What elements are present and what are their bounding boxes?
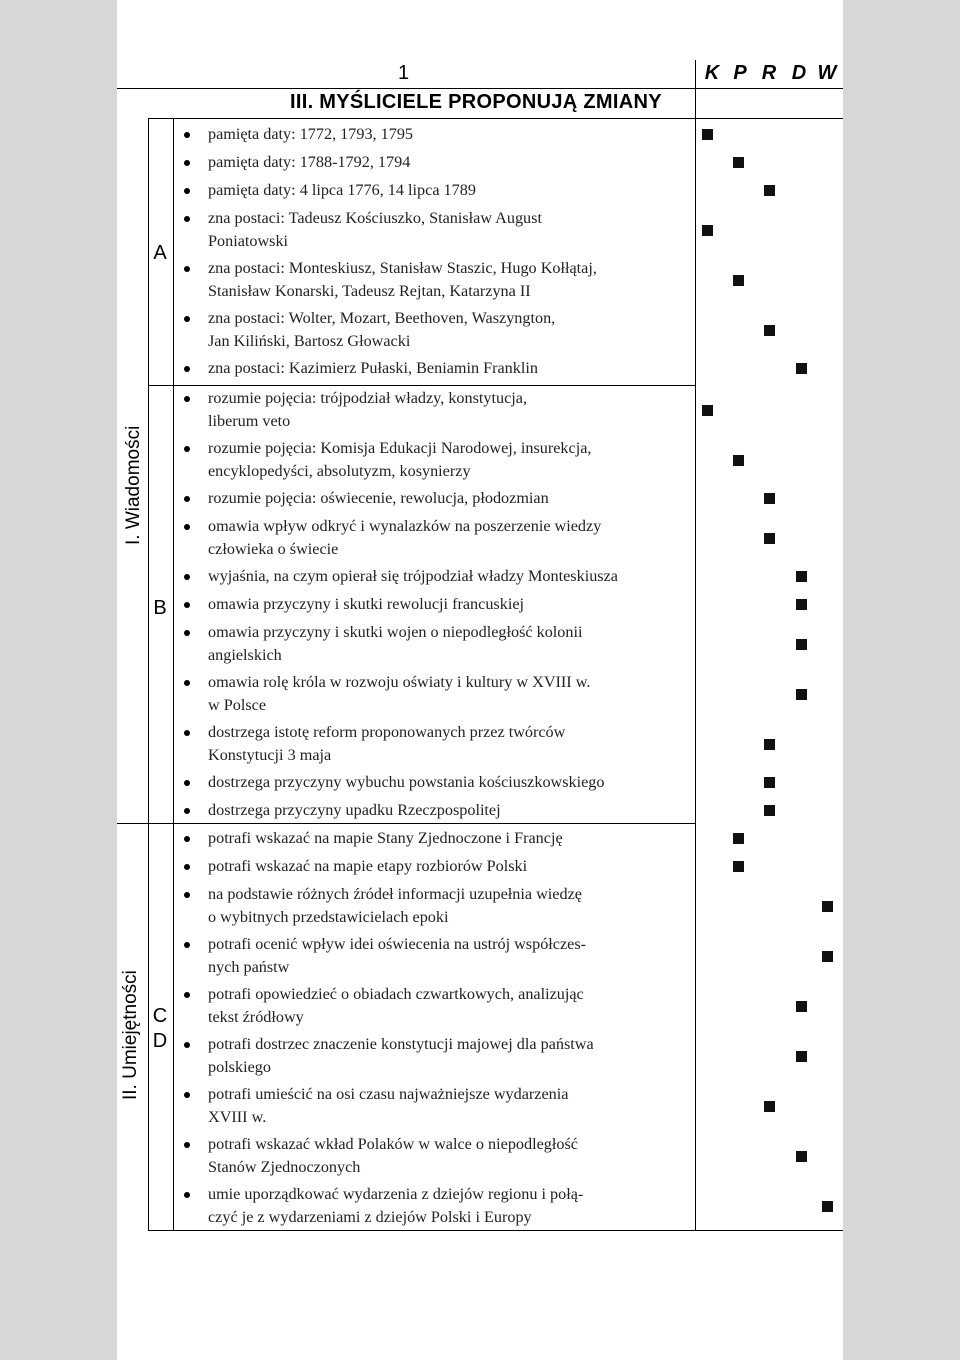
section-divider [117, 823, 695, 824]
bullet-icon [184, 808, 190, 814]
levels-column-border [695, 60, 696, 1230]
requirement-line: omawia rolę króla w rozwoju oświaty i kultury w XVIII w. [208, 673, 591, 691]
requirement-item [208, 799, 688, 822]
column-header-w: W [817, 62, 837, 84]
bullet-icon [184, 680, 190, 686]
section-label-skills: II. Umiejętności [120, 970, 141, 1100]
bullet-icon [184, 942, 190, 948]
requirement-line: wyjaśnia, na czym opierał się trójpodział władzy Monteskiusza [208, 567, 618, 585]
group-label-b: B [153, 597, 167, 619]
bullet-icon [184, 132, 190, 138]
requirement-item [208, 1183, 688, 1228]
bullet-icon [184, 496, 190, 502]
group-label-d: D [152, 1030, 168, 1052]
requirement-line: potrafi wskazać na mapie etapy rozbiorów Polski [208, 857, 528, 875]
bullet-icon [184, 992, 190, 998]
requirement-line: czyć je z wydarzeniami z dziejów Polski i Europy [208, 1207, 532, 1226]
requirement-item [208, 771, 688, 794]
chapter-title: III. MYŚLICIELE PROPONUJĄ ZMIANY [290, 91, 662, 113]
table-bottom-rule [148, 1230, 843, 1231]
requirement-item [208, 357, 688, 380]
level-marker-w [822, 1201, 833, 1212]
requirement-line: potrafi opowiedzieć o obiadach czwartkowych, analizując [208, 985, 584, 1003]
group-column-border [173, 118, 174, 1230]
requirement-item [208, 207, 688, 252]
level-marker-d [796, 639, 807, 650]
bullet-icon [184, 864, 190, 870]
requirement-line: zna postaci: Kazimierz Pułaski, Beniamin Franklin [208, 359, 538, 377]
level-marker-w [822, 901, 833, 912]
requirement-line: potrafi dostrzec znaczenie konstytucji majowej dla państwa [208, 1035, 594, 1053]
requirement-line: zna postaci: Monteskiusz, Stanisław Staszic, Hugo Kołłątaj, [208, 259, 597, 277]
section-label-knowledge: I. Wiadomości [123, 425, 144, 545]
bullet-icon [184, 524, 190, 530]
level-marker-p [733, 157, 744, 168]
level-marker-r [764, 805, 775, 816]
requirement-item [208, 123, 688, 146]
requirement-line: o wybitnych przedstawicielach epoki [208, 907, 449, 926]
requirement-line: pamięta daty: 1772, 1793, 1795 [208, 125, 414, 143]
bullet-icon [184, 1192, 190, 1198]
bullet-icon [184, 1092, 190, 1098]
requirement-item [208, 671, 688, 716]
level-marker-r [764, 533, 775, 544]
requirement-line: w Polsce [208, 695, 266, 714]
bullet-icon [184, 216, 190, 222]
level-marker-k [702, 405, 713, 416]
requirement-line: rozumie pojęcia: trójpodział władzy, konstytucja, [208, 389, 527, 407]
requirement-item [208, 855, 688, 878]
requirement-line: liberum veto [208, 411, 291, 430]
requirement-item [208, 883, 688, 928]
requirement-line: Stanów Zjednoczonych [208, 1157, 361, 1176]
level-marker-r [764, 493, 775, 504]
requirement-line: pamięta daty: 1788-1792, 1794 [208, 153, 411, 171]
bullet-icon [184, 160, 190, 166]
requirement-line: Jan Kiliński, Bartosz Głowacki [208, 331, 411, 350]
requirement-line: potrafi wskazać na mapie Stany Zjednoczone i Francję [208, 829, 563, 847]
requirement-item [208, 565, 688, 588]
level-marker-w [822, 951, 833, 962]
requirement-item [208, 179, 688, 202]
requirement-item [208, 487, 688, 510]
column-header-p: P [733, 62, 747, 84]
requirement-line: pamięta daty: 4 lipca 1776, 14 lipca 1789 [208, 181, 476, 199]
level-marker-d [796, 1151, 807, 1162]
requirement-item [208, 983, 688, 1028]
requirement-line: omawia wpływ odkryć i wynalazków na poszerzenie wiedzy [208, 517, 602, 535]
bullet-icon [184, 266, 190, 272]
requirement-line: dostrzega przyczyny wybuchu powstania kościuszkowskiego [208, 773, 605, 791]
level-marker-d [796, 571, 807, 582]
level-marker-r [764, 1101, 775, 1112]
level-marker-p [733, 455, 744, 466]
bullet-icon [184, 574, 190, 580]
requirement-item [208, 1033, 688, 1078]
requirement-line: angielskich [208, 645, 282, 664]
bullet-icon [184, 1042, 190, 1048]
requirement-item [208, 621, 688, 666]
bullet-icon [184, 602, 190, 608]
requirement-line: umie uporządkować wydarzenia z dziejów regionu i połą- [208, 1185, 584, 1203]
requirement-line: potrafi ocenić wpływ idei oświecenia na ustrój współczes- [208, 935, 587, 953]
column-header-k: K [704, 62, 720, 84]
level-marker-r [764, 739, 775, 750]
level-marker-d [796, 689, 807, 700]
page-number: 1 [398, 62, 410, 84]
bullet-icon [184, 780, 190, 786]
level-marker-r [764, 325, 775, 336]
level-marker-r [764, 185, 775, 196]
requirement-line: nych państw [208, 957, 290, 976]
section-column-border [148, 118, 149, 1230]
requirement-line: omawia przyczyny i skutki rewolucji francuskiej [208, 595, 525, 613]
requirement-line: rozumie pojęcia: oświecenie, rewolucja, płodozmian [208, 489, 549, 507]
requirement-item [208, 257, 688, 302]
requirement-item [208, 827, 688, 850]
bullet-icon [184, 1142, 190, 1148]
group-label-c: C [152, 1005, 168, 1027]
requirement-line: omawia przyczyny i skutki wojen o niepodległość kolonii [208, 623, 583, 641]
requirement-line: XVIII w. [208, 1107, 267, 1126]
level-marker-k [702, 225, 713, 236]
level-marker-d [796, 1051, 807, 1062]
requirement-line: rozumie pojęcia: Komisja Edukacji Narodowej, insurekcja, [208, 439, 592, 457]
requirement-line: tekst źródłowy [208, 1007, 304, 1026]
requirement-line: dostrzega istotę reform proponowanych przez twórców [208, 723, 566, 741]
group-label-a: A [153, 242, 167, 264]
level-marker-d [796, 1001, 807, 1012]
level-marker-p [733, 833, 744, 844]
group-a-divider [148, 385, 695, 386]
bullet-icon [184, 630, 190, 636]
bullet-icon [184, 316, 190, 322]
requirement-line: encyklopedyści, absolutyzm, kosynierzy [208, 461, 471, 480]
level-marker-d [796, 363, 807, 374]
requirement-line: Konstytucji 3 maja [208, 745, 332, 764]
bullet-icon [184, 730, 190, 736]
bullet-icon [184, 892, 190, 898]
requirement-item [208, 307, 688, 352]
requirement-item [208, 1083, 688, 1128]
requirement-line: Poniatowski [208, 231, 289, 250]
requirement-item [208, 515, 688, 560]
level-marker-p [733, 275, 744, 286]
level-marker-d [796, 599, 807, 610]
requirement-line: potrafi wskazać wkład Polaków w walce o niepodległość [208, 1135, 578, 1153]
requirement-line: dostrzega przyczyny upadku Rzeczpospolitej [208, 801, 501, 819]
requirement-line: zna postaci: Wolter, Mozart, Beethoven, Waszyngton, [208, 309, 556, 327]
requirement-item [208, 933, 688, 978]
requirement-line: potrafi umieścić na osi czasu najważniejsze wydarzenia [208, 1085, 569, 1103]
requirement-line: na podstawie różnych źródeł informacji uzupełnia wiedzę [208, 885, 582, 903]
level-marker-p [733, 861, 744, 872]
requirement-item [208, 1133, 688, 1178]
title-rule [148, 118, 843, 119]
requirement-line: człowieka o świecie [208, 539, 339, 558]
requirement-item [208, 387, 688, 432]
level-marker-k [702, 129, 713, 140]
requirement-line: Stanisław Konarski, Tadeusz Rejtan, Katarzyna II [208, 281, 531, 300]
column-header-r: R [761, 62, 777, 84]
requirement-item [208, 593, 688, 616]
bullet-icon [184, 836, 190, 842]
header-rule [117, 88, 843, 89]
bullet-icon [184, 446, 190, 452]
requirement-line: polskiego [208, 1057, 271, 1076]
bullet-icon [184, 366, 190, 372]
requirement-line: zna postaci: Tadeusz Kościuszko, Stanisław August [208, 209, 542, 227]
column-header-d: D [791, 62, 807, 84]
level-marker-r [764, 777, 775, 788]
bullet-icon [184, 188, 190, 194]
requirement-item [208, 437, 688, 482]
bullet-icon [184, 396, 190, 402]
requirement-item [208, 151, 688, 174]
requirement-item [208, 721, 688, 766]
